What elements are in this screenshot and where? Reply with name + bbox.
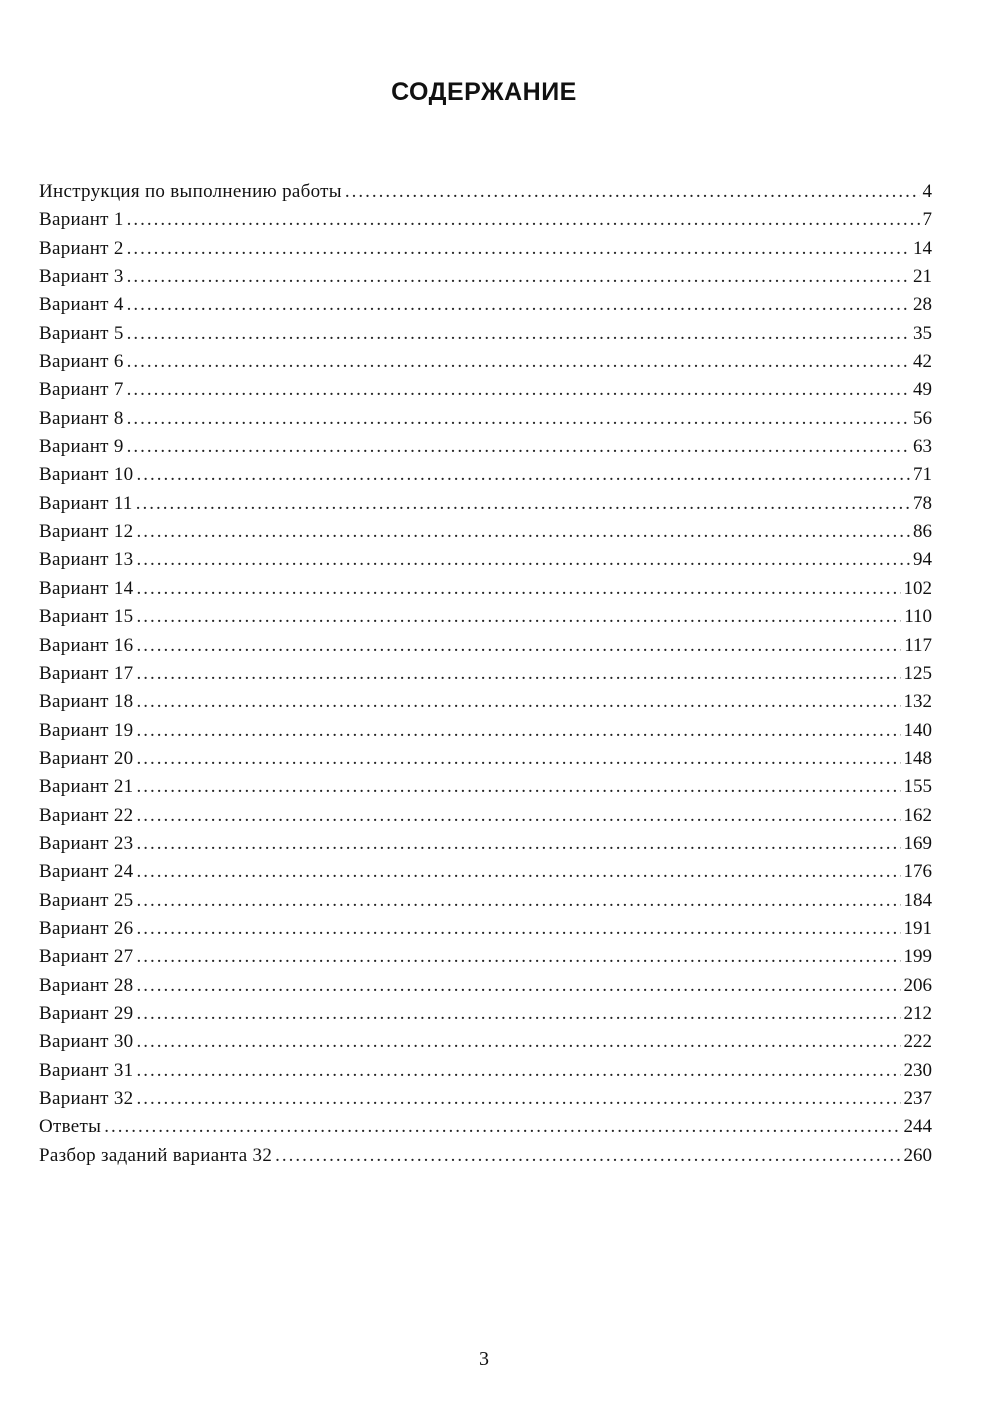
toc-entry-page: 4 xyxy=(922,181,932,202)
toc-entry-label: Вариант 31 xyxy=(39,1059,134,1081)
toc-entry-label: Вариант 25 xyxy=(39,889,134,911)
toc-dot-leader xyxy=(136,802,900,830)
toc-entry-page: 169 xyxy=(903,832,932,854)
toc-entry-label: Вариант 1 xyxy=(39,209,124,231)
toc-entry-label: Вариант 26 xyxy=(39,917,134,939)
toc-dot-leader xyxy=(345,178,920,206)
toc-entry xyxy=(39,206,932,234)
toc-entry-page: 260 xyxy=(903,1144,932,1166)
toc-entry-label: Вариант 29 xyxy=(39,1002,134,1024)
toc-entry-page: 86 xyxy=(913,521,932,543)
toc-entry xyxy=(39,773,932,801)
toc-entry-label: Вариант 22 xyxy=(39,804,134,826)
toc-dot-leader xyxy=(136,660,900,688)
toc-entry-label: Вариант 10 xyxy=(39,464,134,486)
toc-entry xyxy=(39,291,932,319)
toc-dot-leader xyxy=(136,830,900,858)
toc-entry-label: Вариант 18 xyxy=(39,691,134,713)
toc-entry-label: Вариант 4 xyxy=(39,294,124,316)
toc-entry-page: 222 xyxy=(903,1031,932,1053)
toc-entry xyxy=(39,858,932,886)
toc-entry xyxy=(39,717,932,745)
toc-entry xyxy=(39,1000,932,1028)
toc-entry xyxy=(39,461,932,489)
toc-entry-label: Вариант 2 xyxy=(39,237,124,259)
toc-entry xyxy=(39,632,932,660)
toc-entry-label: Вариант 27 xyxy=(39,946,134,968)
toc-entry-label: Вариант 11 xyxy=(39,492,133,514)
toc-entry-label: Вариант 12 xyxy=(39,521,134,543)
toc-entry-page: 140 xyxy=(903,719,932,741)
toc-entry-page: 63 xyxy=(913,436,932,458)
toc-dot-leader xyxy=(136,575,900,603)
toc-entry xyxy=(39,575,932,603)
page-number: 3 xyxy=(479,1348,489,1370)
toc-dot-leader xyxy=(136,1085,900,1113)
toc-dot-leader xyxy=(136,745,900,773)
toc-entry-label: Вариант 17 xyxy=(39,662,134,684)
toc-entry xyxy=(39,320,932,348)
toc-entry-label: Разбор заданий варианта 32 xyxy=(39,1144,273,1166)
toc-dot-leader xyxy=(136,546,910,574)
toc-entry-page: 49 xyxy=(913,379,932,401)
toc-entry xyxy=(39,830,932,858)
toc-entry-page: 132 xyxy=(903,691,932,713)
toc-entry-label: Вариант 23 xyxy=(39,832,134,854)
toc-entry-page: 71 xyxy=(913,464,932,486)
toc-entry-label: Вариант 6 xyxy=(39,351,124,373)
toc-dot-leader xyxy=(136,1057,900,1085)
toc-entry-page: 125 xyxy=(903,662,932,684)
toc-dot-leader xyxy=(136,1028,900,1056)
toc-entry-page: 237 xyxy=(903,1088,932,1109)
toc-entry xyxy=(39,1113,932,1141)
page-title: СОДЕРЖАНИЕ xyxy=(391,78,577,106)
toc-dot-leader xyxy=(136,461,910,489)
toc-entry-page: 212 xyxy=(903,1002,932,1024)
toc-entry-label: Вариант 28 xyxy=(39,974,134,996)
toc-entry-label: Вариант 30 xyxy=(39,1031,134,1053)
toc-entry-page: 184 xyxy=(903,889,932,911)
toc-dot-leader xyxy=(127,320,910,348)
toc-entry xyxy=(39,887,932,915)
toc-entry-label: Вариант 19 xyxy=(39,719,134,741)
toc-entry-label: Вариант 16 xyxy=(39,634,134,656)
toc-entry-page: 35 xyxy=(913,322,932,344)
toc-dot-leader xyxy=(127,263,910,291)
toc-entry-page: 110 xyxy=(904,606,932,628)
toc-entry xyxy=(39,433,932,461)
toc-entry-label: Вариант 20 xyxy=(39,747,134,769)
toc-entry-page: 244 xyxy=(903,1116,932,1138)
toc-entry xyxy=(39,943,932,971)
toc-entry-page: 155 xyxy=(903,776,932,798)
toc-entry-label: Вариант 21 xyxy=(39,776,134,798)
toc-entry-page: 162 xyxy=(903,804,932,826)
toc-entry-label: Вариант 32 xyxy=(39,1088,134,1109)
toc-entry xyxy=(39,1057,932,1085)
toc-dot-leader xyxy=(136,773,900,801)
toc-entry-page: 42 xyxy=(913,351,932,373)
toc-dot-leader xyxy=(136,887,900,915)
toc-entry-page: 176 xyxy=(903,861,932,883)
toc-entry xyxy=(39,1142,932,1170)
toc-entry xyxy=(39,546,932,574)
toc-entry-page: 230 xyxy=(903,1059,932,1081)
toc-entry-label: Инструкция по выполнению работы xyxy=(39,181,342,202)
toc-entry-page: 28 xyxy=(913,294,932,316)
toc-entry-label: Вариант 15 xyxy=(39,606,134,628)
toc-entry-label: Вариант 7 xyxy=(39,379,124,401)
toc-entry-label: Вариант 14 xyxy=(39,577,134,599)
toc-entry-page: 94 xyxy=(913,549,932,571)
toc-dot-leader xyxy=(136,632,901,660)
toc-entry xyxy=(39,263,932,291)
toc-dot-leader xyxy=(136,943,900,971)
toc-dot-leader xyxy=(136,688,900,716)
toc-dot-leader xyxy=(127,433,910,461)
toc-entry-label: Ответы xyxy=(39,1116,102,1138)
toc-dot-leader xyxy=(127,376,910,404)
toc-dot-leader xyxy=(136,518,910,546)
toc-entry-page: 117 xyxy=(904,634,932,656)
toc-entry xyxy=(39,518,932,546)
toc-entry xyxy=(39,745,932,773)
toc-dot-leader xyxy=(104,1113,900,1141)
toc-entry-page: 199 xyxy=(903,946,932,968)
toc-entry xyxy=(39,405,932,433)
toc-entry-label: Вариант 5 xyxy=(39,322,124,344)
toc-entry xyxy=(39,1085,932,1113)
toc-entry xyxy=(39,660,932,688)
toc-dot-leader xyxy=(127,405,910,433)
toc-entry xyxy=(39,915,932,943)
toc-dot-leader xyxy=(136,915,900,943)
toc-entry xyxy=(39,802,932,830)
toc-entry-label: Вариант 13 xyxy=(39,549,134,571)
toc-entry-label: Вариант 3 xyxy=(39,266,124,288)
table-of-contents xyxy=(39,178,932,1170)
toc-entry-page: 102 xyxy=(903,577,932,599)
toc-entry-page: 78 xyxy=(913,492,932,514)
toc-entry-page: 148 xyxy=(903,747,932,769)
toc-entry xyxy=(39,376,932,404)
toc-entry-page: 7 xyxy=(922,209,932,231)
toc-entry xyxy=(39,235,932,263)
toc-dot-leader xyxy=(127,291,910,319)
toc-entry-label: Вариант 8 xyxy=(39,407,124,429)
toc-entry-label: Вариант 9 xyxy=(39,436,124,458)
toc-dot-leader xyxy=(127,235,910,263)
toc-entry-page: 21 xyxy=(913,266,932,288)
toc-entry-label: Вариант 24 xyxy=(39,861,134,883)
toc-dot-leader xyxy=(136,1000,900,1028)
toc-dot-leader xyxy=(136,858,900,886)
toc-entry-page: 56 xyxy=(913,407,932,429)
toc-dot-leader xyxy=(136,972,900,1000)
toc-dot-leader xyxy=(136,717,900,745)
toc-entry xyxy=(39,1028,932,1056)
toc-entry-page: 14 xyxy=(913,237,932,259)
toc-entry xyxy=(39,688,932,716)
toc-entry-page: 191 xyxy=(903,917,932,939)
toc-dot-leader xyxy=(127,348,910,376)
toc-entry xyxy=(39,972,932,1000)
toc-entry xyxy=(39,490,932,518)
toc-entry xyxy=(39,348,932,376)
toc-dot-leader xyxy=(136,490,910,518)
toc-dot-leader xyxy=(127,206,920,234)
toc-entry xyxy=(39,603,932,631)
toc-entry-page: 206 xyxy=(903,974,932,996)
toc-dot-leader xyxy=(275,1142,900,1170)
toc-entry xyxy=(39,178,932,206)
toc-dot-leader xyxy=(136,603,901,631)
